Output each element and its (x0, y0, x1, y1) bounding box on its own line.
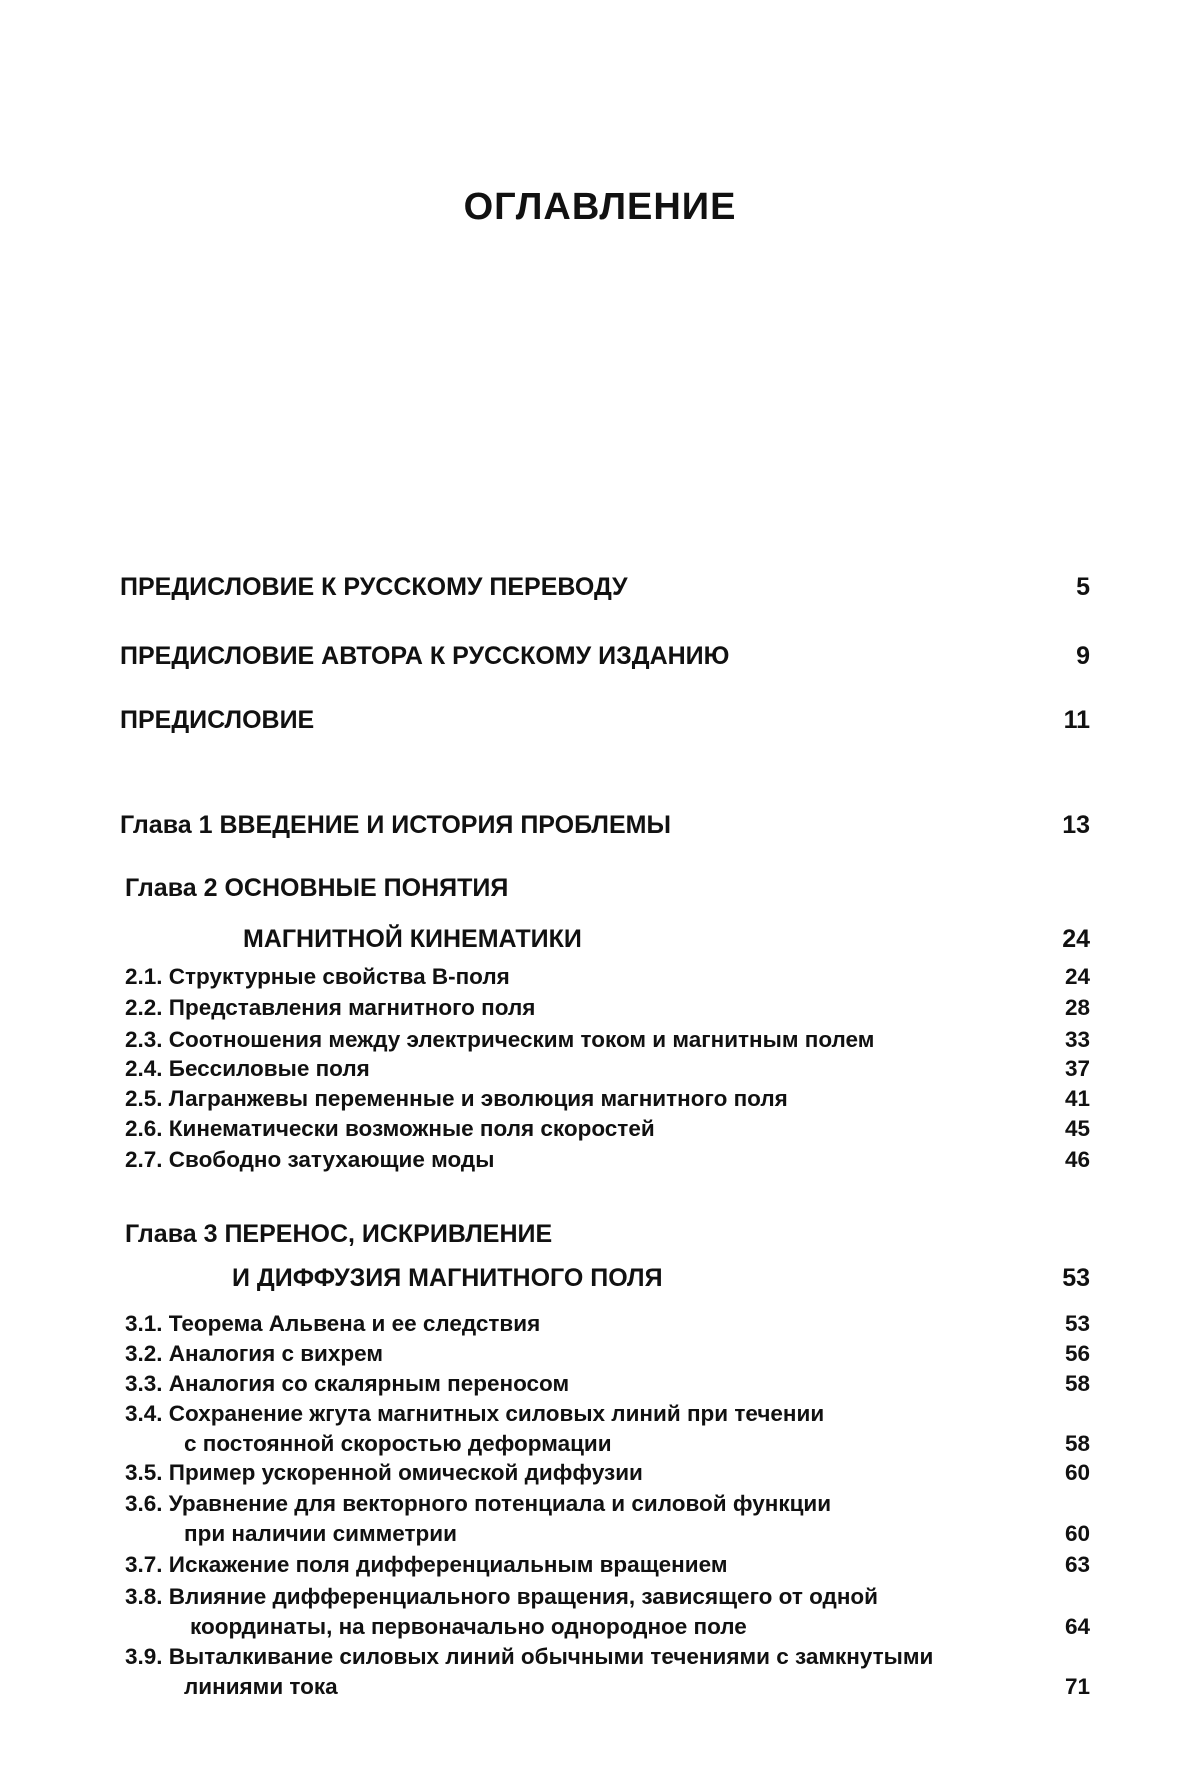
section-title: 3.4. Сохранение жгута магнитных силовых линий при течении (125, 1401, 825, 1426)
section-title-continuation: координаты, на первоначально однородное поле (190, 1614, 747, 1639)
section-title-continuation: при наличии симметрии (184, 1521, 457, 1546)
section-title-continuation: с постоянной скоростью деформации (184, 1431, 612, 1456)
chapter-page: 53 (1062, 1264, 1090, 1292)
section-page: 60 (1064, 1521, 1090, 1546)
section-title: 3.2. Аналогия с вихрем (125, 1341, 384, 1366)
toc-entry-label: ПРЕДИСЛОВИЕ (120, 706, 315, 734)
section-title: 3.5. Пример ускоренной омической диффузии (125, 1460, 643, 1485)
section-title: 2.7. Свободно затухающие моды (125, 1147, 495, 1172)
section-page: 28 (1064, 995, 1090, 1020)
section-title: 3.1. Теорема Альвена и ее следствия (125, 1311, 541, 1336)
section-title: 2.4. Бессиловые поля (125, 1056, 370, 1081)
chapter-title: Глава 2 ОСНОВНЫЕ ПОНЯТИЯ (125, 874, 509, 902)
toc-entry-page: 9 (1076, 642, 1090, 670)
section-title: 3.9. Выталкивание силовых линий обычными течениями с замкнутыми (125, 1644, 934, 1669)
chapter-title-continuation: И ДИФФУЗИЯ МАГНИТНОГО ПОЛЯ (232, 1264, 663, 1292)
section-title: 2.5. Лагранжевы переменные и эволюция магнитного поля (125, 1086, 788, 1111)
section-title: 2.6. Кинематически возможные поля скоростей (125, 1116, 655, 1141)
page-title: ОГЛАВЛЕНИЕ (463, 186, 737, 228)
section-title-continuation: линиями тока (184, 1674, 338, 1699)
section-page: 58 (1064, 1431, 1090, 1456)
chapter-page: 13 (1062, 811, 1090, 839)
section-page: 24 (1064, 964, 1090, 989)
chapter-page: 24 (1062, 925, 1090, 953)
chapter-title-continuation: МАГНИТНОЙ КИНЕМАТИКИ (243, 925, 582, 953)
toc-entry-page: 5 (1076, 573, 1090, 601)
section-page: 37 (1064, 1056, 1090, 1081)
section-page: 63 (1064, 1552, 1090, 1577)
section-page: 46 (1064, 1147, 1090, 1172)
section-page: 33 (1064, 1027, 1090, 1052)
section-page: 71 (1064, 1674, 1090, 1699)
section-title: 2.3. Соотношения между электрическим током и магнитным полем (125, 1027, 875, 1052)
section-page: 56 (1064, 1341, 1090, 1366)
chapter-title: Глава 3 ПЕРЕНОС, ИСКРИВЛЕНИЕ (125, 1220, 553, 1248)
section-page: 45 (1064, 1116, 1090, 1141)
section-title: 3.8. Влияние дифференциального вращения, зависящего от одной (125, 1584, 878, 1609)
section-title: 3.7. Искажение поля дифференциальным вращением (125, 1552, 728, 1577)
toc-entry-label: ПРЕДИСЛОВИЕ К РУССКОМУ ПЕРЕВОДУ (120, 573, 628, 601)
section-title: 3.3. Аналогия со скалярным переносом (125, 1371, 570, 1396)
section-title: 3.6. Уравнение для векторного потенциала и силовой функции (125, 1491, 832, 1516)
toc-entry-page: 11 (1063, 706, 1090, 734)
section-page: 58 (1064, 1371, 1090, 1396)
section-page: 64 (1064, 1614, 1090, 1639)
chapter-title: Глава 1 ВВЕДЕНИЕ И ИСТОРИЯ ПРОБЛЕМЫ (120, 811, 671, 839)
toc-entry-label: ПРЕДИСЛОВИЕ АВТОРА К РУССКОМУ ИЗДАНИЮ (120, 642, 730, 670)
section-page: 41 (1064, 1086, 1090, 1111)
section-page: 60 (1064, 1460, 1090, 1485)
section-page: 53 (1064, 1311, 1090, 1336)
section-title: 2.2. Представления магнитного поля (125, 995, 536, 1020)
section-title: 2.1. Структурные свойства В-поля (125, 964, 510, 989)
